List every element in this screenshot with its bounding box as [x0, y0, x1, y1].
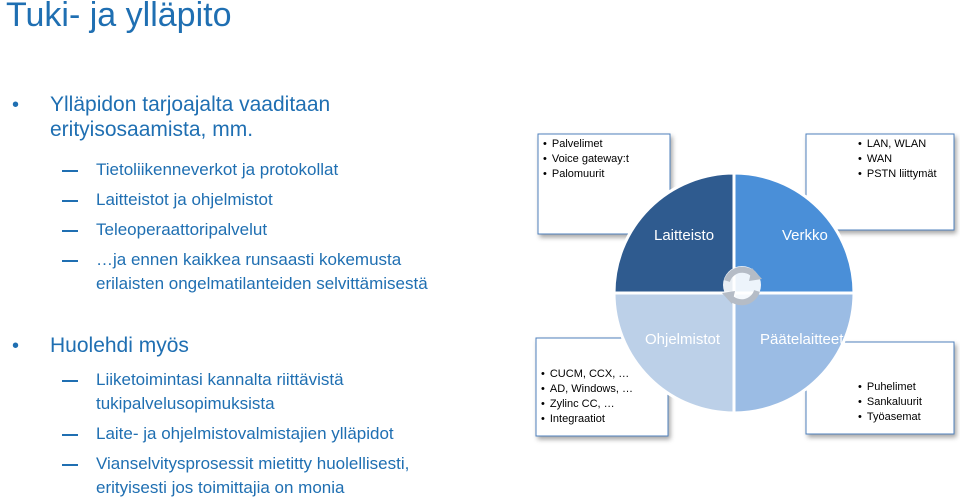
- slide-title: Tuki- ja ylläpito: [6, 0, 232, 34]
- bullet-2: •: [12, 335, 20, 357]
- callout-item: • Sankaluurit: [858, 395, 922, 410]
- bullet-1-text: Ylläpidon tarjoajalta vaaditaan erityisosaamista, mm.: [50, 93, 331, 141]
- bullet-2-text: Huolehdi myös: [50, 334, 189, 357]
- quadrant-label-paatelaitteet: Päätelaitteet: [760, 331, 844, 348]
- callout-list-laitteisto: [543, 137, 629, 182]
- quadrant-label-laitteisto: Laitteisto: [654, 227, 715, 244]
- sub-item-1-3: Teleoperaattoripalvelut: [96, 220, 268, 239]
- callout-item: • Työasemat: [858, 410, 922, 425]
- callout-item: • Puhelimet: [858, 380, 922, 395]
- callout-list-ohjelmistot: [541, 367, 633, 427]
- callout-item: • PSTN liittymät: [858, 167, 937, 182]
- callout-item: • Zylinc CC, …: [541, 397, 633, 412]
- callout-item: • AD, Windows, …: [541, 382, 633, 397]
- sub-item-1-4: …ja ennen kaikkea runsaasti kokemusta erilaisten ongelmatilanteiden selvittämisestä: [96, 250, 428, 293]
- callout-item: • Voice gateway:t: [543, 152, 629, 167]
- bullet-1: •: [12, 94, 20, 116]
- callout-item: • Palvelimet: [543, 137, 629, 152]
- sub-item-1-2: Laitteistot ja ohjelmistot: [96, 190, 273, 209]
- sub-item-1-1: Tietoliikenneverkot ja protokollat: [96, 160, 339, 179]
- callout-item: • Palomuurit: [543, 167, 629, 182]
- callout-item: • LAN, WLAN: [858, 137, 937, 152]
- callout-list-verkko: [858, 137, 937, 182]
- sub-item-2-2: Laite- ja ohjelmistovalmistajien ylläpidot: [96, 424, 394, 443]
- sub-item-2-3: Vianselvitysprosessit mietitty huolellisesti, erityisesti jos toimittajia on monia: [96, 454, 410, 497]
- callout-item: • Integraatiot: [541, 412, 633, 427]
- callout-list-paatelaitteet: [858, 380, 922, 425]
- sub-item-2-1: Liiketoimintasi kannalta riittävistä tukipalvelusopimuksista: [96, 370, 344, 413]
- quadrant-label-verkko: Verkko: [782, 227, 828, 244]
- quadrant-label-ohjelmistot: Ohjelmistot: [645, 331, 721, 348]
- callout-item: • CUCM, CCX, …: [541, 367, 633, 382]
- callout-item: • WAN: [858, 152, 937, 167]
